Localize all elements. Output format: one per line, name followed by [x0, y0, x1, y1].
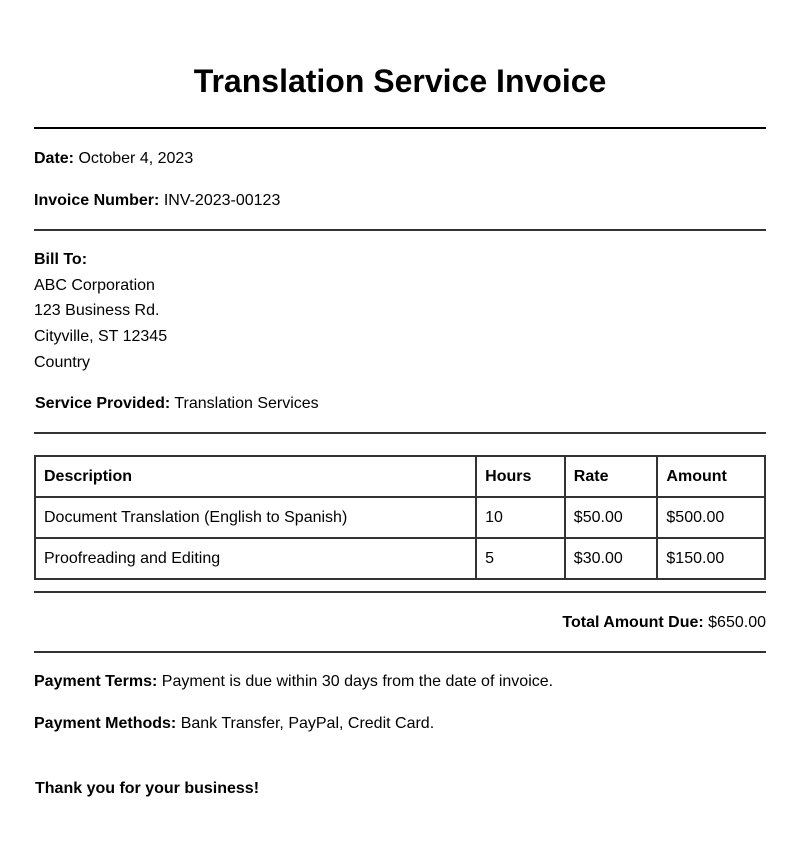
table-divider	[34, 591, 766, 593]
row-rate: $30.00	[565, 538, 658, 579]
bill-to-label: Bill To:	[34, 251, 88, 268]
row-amount: $500.00	[657, 497, 765, 538]
row-amount: $150.00	[657, 538, 765, 579]
bill-to-city: Cityville, ST 12345	[34, 328, 168, 345]
total-label: Total Amount Due:	[562, 614, 704, 631]
invoice-number-value: INV-2023-00123	[163, 192, 281, 209]
payment-terms	[34, 672, 553, 692]
thank-you-note: Thank you for your business!	[35, 780, 260, 797]
header-description: Description	[35, 456, 476, 497]
row-description: Document Translation (English to Spanish)	[35, 497, 476, 538]
total-divider	[34, 651, 766, 653]
total-amount-due	[562, 613, 766, 633]
header-rate: Rate	[565, 456, 658, 497]
invoice-date	[34, 149, 193, 169]
invoice-number	[34, 191, 280, 211]
row-hours: 5	[476, 538, 565, 579]
service-provided-value: Translation Services	[174, 395, 319, 412]
header-divider	[34, 229, 766, 231]
total-value: $650.00	[708, 614, 766, 631]
payment-terms-label: Payment Terms:	[34, 673, 158, 690]
bill-to-country: Country	[34, 354, 91, 371]
bill-to-name: ABC Corporation	[34, 277, 155, 294]
row-rate: $50.00	[565, 497, 658, 538]
service-provided-label: Service Provided:	[35, 395, 171, 412]
table-row	[35, 497, 765, 538]
header-amount: Amount	[657, 456, 765, 497]
table-header-row	[35, 456, 765, 497]
invoice-date-label: Date:	[34, 150, 75, 167]
row-hours: 10	[476, 497, 565, 538]
invoice-items-table	[34, 455, 766, 580]
bill-to-street: 123 Business Rd.	[34, 302, 160, 319]
invoice-date-value: October 4, 2023	[78, 150, 194, 167]
header-hours: Hours	[476, 456, 565, 497]
table-row	[35, 538, 765, 579]
payment-methods	[34, 714, 434, 734]
service-provided	[35, 394, 319, 414]
payment-methods-label: Payment Methods:	[34, 715, 177, 732]
payment-terms-value: Payment is due within 30 days from the date of invoice.	[161, 673, 554, 690]
service-divider	[34, 432, 766, 434]
invoice-number-label: Invoice Number:	[34, 192, 160, 209]
row-description: Proofreading and Editing	[35, 538, 476, 579]
payment-methods-value: Bank Transfer, PayPal, Credit Card.	[180, 715, 435, 732]
invoice-title: Translation Service Invoice	[193, 63, 607, 99]
title-divider	[34, 127, 766, 129]
